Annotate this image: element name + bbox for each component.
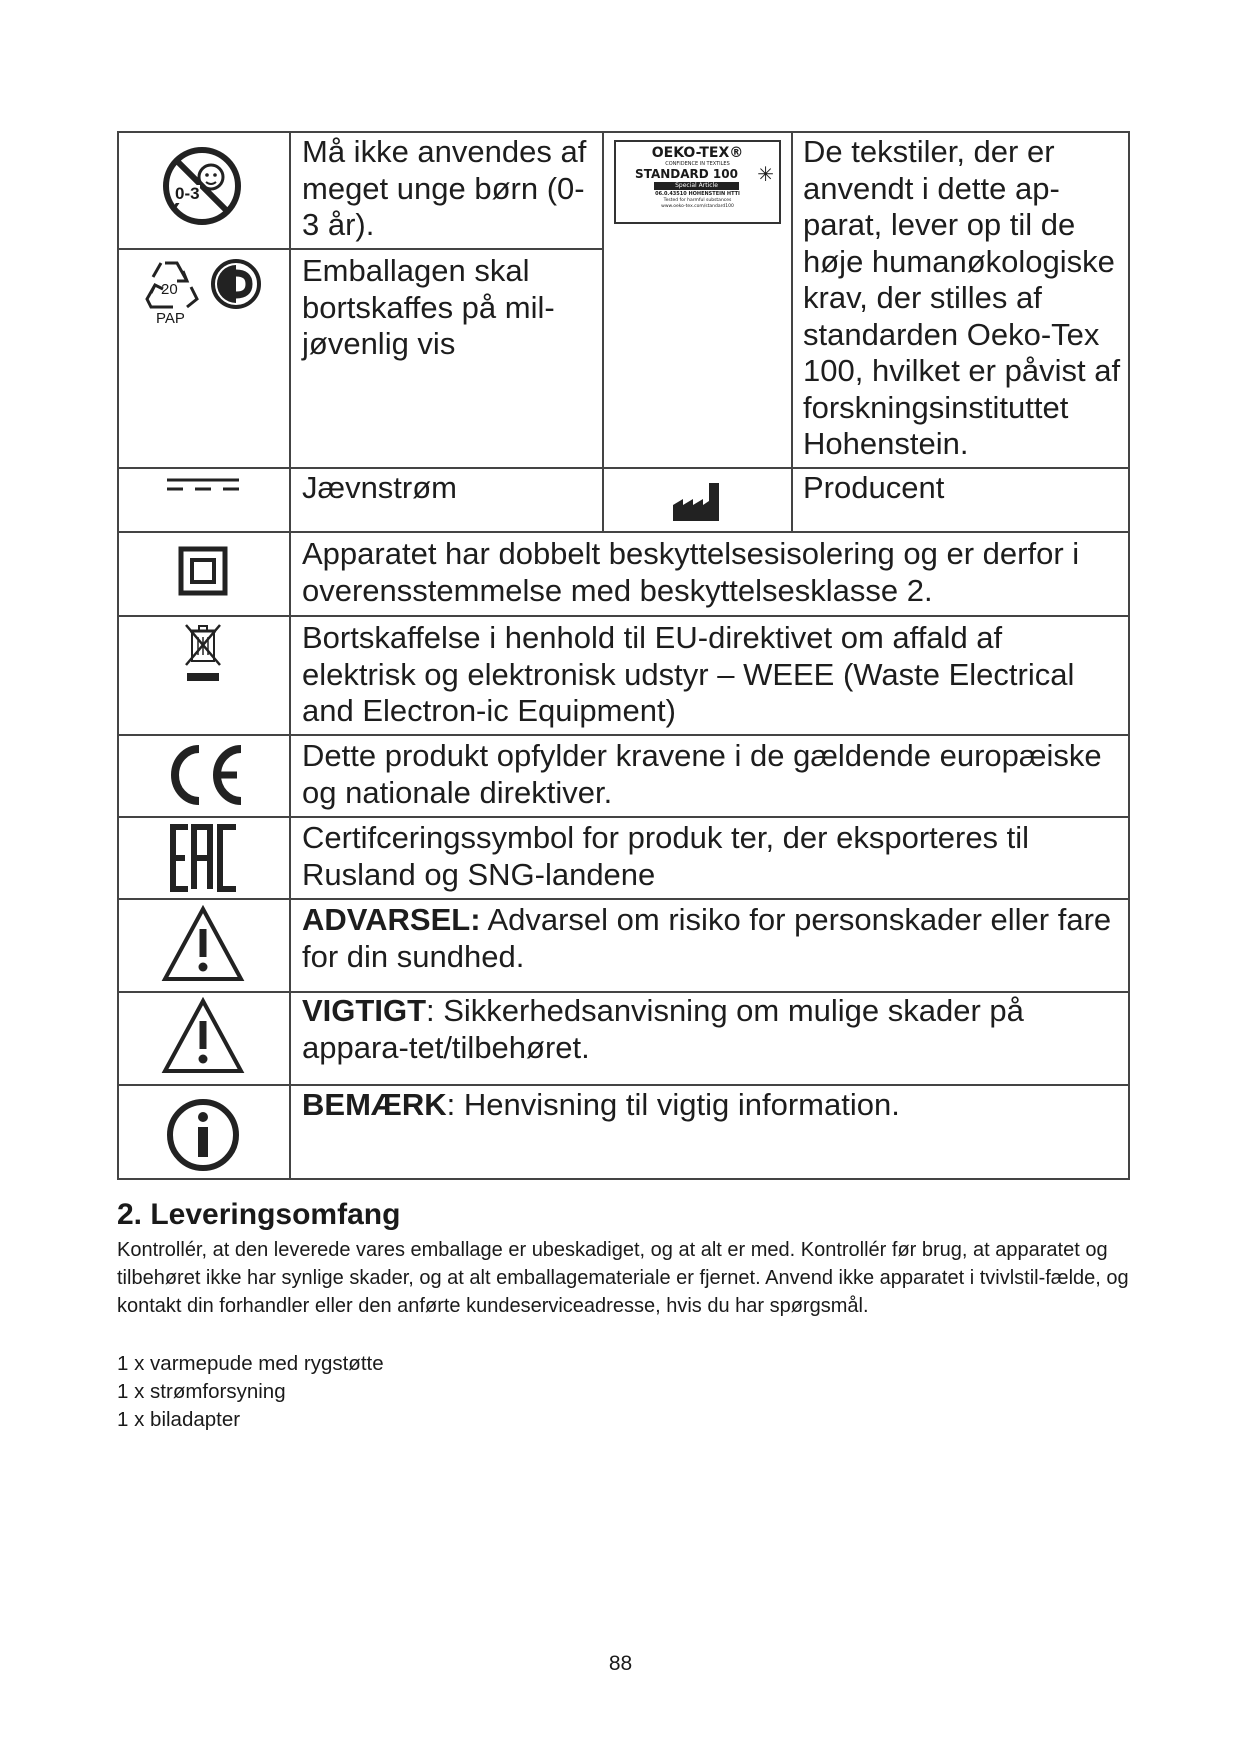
no-children-0-3-icon: [161, 145, 243, 227]
warning-triangle-icon: [161, 997, 245, 1075]
oeko-tex-special: Special Article: [654, 182, 739, 190]
double-insulation-icon: [178, 546, 228, 596]
row-text-important: [302, 993, 1122, 1066]
oeko-tex-code: 06.0.43510 HOHENSTEIN HTTI: [655, 191, 740, 197]
warning-label: ADVARSEL:: [302, 902, 481, 937]
row-text-no-children: Må ikke anvendes af meget unge børn (0-3 år).: [302, 134, 587, 242]
row-text-double-insulation: Apparatet har dobbelt beskyttelsesisolering og er derfor i overensstemmelse med beskyttelsesklasse 2.: [302, 536, 1080, 608]
list-item: 1 x biladapter: [117, 1408, 241, 1431]
oeko-tex-tested: Tested for harmful substances: [663, 198, 732, 203]
row-text-weee: Bortskaffelse i henhold til EU-direktivet om affald af elektrisk og elektronisk udstyr – WEEE (Waste Electrical and Electron-ic Equipment): [302, 620, 1075, 728]
list-item: 1 x varmepude med rygstøtte: [117, 1352, 384, 1375]
producer-text: Producent: [803, 470, 945, 505]
section-heading: 2. Leveringsomfang: [117, 1198, 401, 1231]
green-dot-icon: [211, 259, 261, 309]
row-text-note: [302, 1087, 1122, 1124]
info-icon: [165, 1097, 241, 1173]
warning-text: Advarsel om risiko for personskader eller fare for din sundhed.: [302, 902, 1112, 974]
row-text-packaging: Emballagen skal bortskaffes på mil-jøvenlig vis: [302, 253, 555, 361]
note-text: : Henvisning til vigtig information.: [446, 1087, 900, 1122]
oeko-tex-description: De tekstiler, der er anvendt i dette ap-parat, lever op til de høje humanøkologiske krav, der stilles af standarden Oeko-Tex 100, hvilket er påvist af forskningsinstituttet Hohenstein.: [803, 134, 1121, 461]
oeko-tex-url: www.oeko-tex.com/standard100: [661, 204, 734, 209]
recycling-pap-20-icon: [143, 257, 207, 327]
snowflake-icon: ✳: [757, 162, 774, 186]
no-children-age-label: 0-3: [175, 184, 200, 203]
row-text-eac: Certifceringssymbol for produk ter, der eksporteres til Rusland og SNG-landene: [302, 820, 1030, 892]
symbol-table: [117, 131, 1130, 1180]
ce-mark-icon: [161, 739, 247, 811]
oeko-tex-standard: STANDARD 100: [635, 167, 738, 181]
page-number: 88: [608, 1652, 633, 1675]
row-text-ce: Dette produkt opfylder kravene i de gældende europæiske og nationale direktiver.: [302, 738, 1102, 810]
note-label: BEMÆRK: [302, 1087, 447, 1122]
crossed-bin-icon: [182, 621, 224, 685]
warning-triangle-icon: [161, 905, 245, 983]
recycling-number: 20: [161, 281, 178, 298]
important-text: : Sikkerhedsanvisning om mulige skader på appara-tet/tilbehøret.: [302, 993, 1024, 1065]
list-item: 1 x strømforsyning: [117, 1380, 286, 1403]
oeko-tex-subtitle: CONFIDENCE IN TEXTILES: [665, 161, 730, 167]
delivery-list: [117, 1350, 384, 1434]
row-text-direct-current: Jævnstrøm: [302, 470, 457, 505]
manufacturer-factory-icon: [671, 481, 721, 523]
section-paragraph: Kontrollér, at den leverede vares emballage er ubeskadiget, og at alt er med. Kontrollér før brug, at apparatet og tilbehøret ikke har synlige skader, og at alt emballagemateriale er fjernet. Anvend ikke apparatet i tvivlstil-fælde, og kontakt din forhandler eller den anførte kundeserviceadresse, hvis du har spørgsmål.: [117, 1239, 1129, 1317]
oeko-tex-title: OEKO-TEX®: [651, 145, 744, 161]
oeko-tex-label: [614, 140, 781, 224]
eac-mark-icon: [170, 823, 240, 893]
row-text-warning: [302, 902, 1122, 975]
direct-current-icon: [165, 475, 241, 495]
important-label: VIGTIGT: [302, 993, 426, 1028]
recycling-material: PAP: [156, 310, 185, 327]
